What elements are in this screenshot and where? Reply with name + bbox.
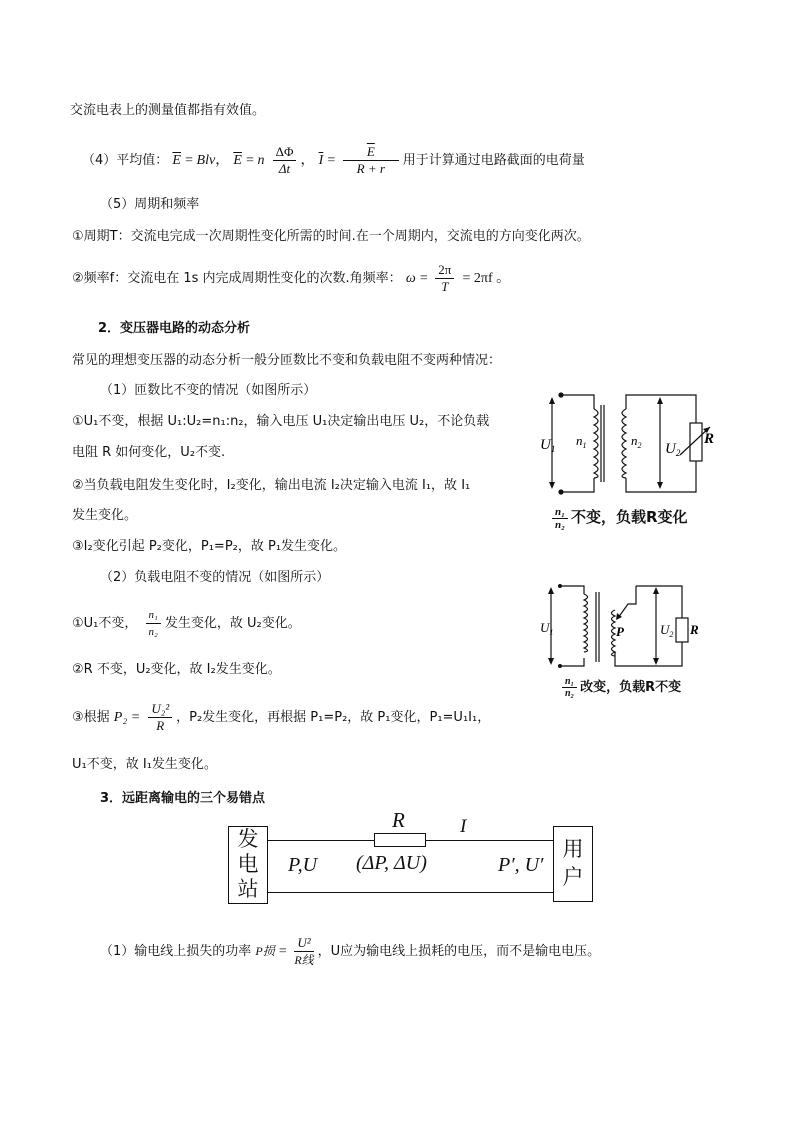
- case2-line-3: ③根据 P₂ = $\frac{\text{U₂²}}{R}$ ，P₂发生变化，再根据 P₁=P₂，故 P₁变化，P₁=U₁I₁，: [72, 701, 491, 733]
- period-item: ①周期T：交流电完成一次周期性变化所需的时间.在一个周期内，交流电的方向变化两次。: [72, 229, 590, 244]
- section-3-title: 3．远距离输电的三个易错点: [100, 791, 266, 806]
- omega-tail: = 2πf 。: [462, 271, 511, 286]
- case1-line-4: 发生变化。: [72, 508, 138, 523]
- case1-line-1: ①U₁不变，根据 U₁:U₂=n₁:n₂，输入电压 U₁决定输出电压 U₂，不论负载: [72, 414, 490, 429]
- fig3-pu: P,U: [288, 854, 318, 876]
- omega-symbol: ω: [405, 271, 416, 286]
- fig1-n1: n: [576, 433, 583, 448]
- average-value-line: （4）平均值： $\overline{E}$ = Blv， $\overline{E} = n$ $\frac{\Delta\Phi}{\Delta t}$ ， $\overline{I}$ = $\frac{\overline{E}}{R + r}$ 用于计算通过电路截面的电荷量: [82, 144, 585, 176]
- svg-text:U2: $U_2$: [660, 622, 674, 639]
- frequency-line: ②频率f：交流电在 1s 内完成周期性变化的次数.角频率： ω = $\frac{2\pi}{T}$ = 2πf 。: [72, 262, 511, 294]
- fig3-pu-prime: P′, U′: [498, 854, 544, 876]
- average-label: （4）平均值：: [82, 153, 169, 168]
- case2-title: （2）负载电阻不变的情况（如图所示）: [100, 570, 330, 585]
- svg-text:n2: $n_2$: [631, 433, 642, 450]
- fig2-u2: U: [660, 622, 670, 637]
- average-tail: 用于计算通过电路截面的电荷量: [402, 153, 585, 168]
- fig1-cap-text: 不变，负载R变化: [570, 508, 688, 526]
- case2-line-1: ①U₁不变， $\frac{\text{n₁}}{\text{n₂}}$ 发生变化，故 U₂变化。: [72, 609, 301, 638]
- case1-title: （1）匝数比不变的情况（如图所示）: [100, 383, 317, 398]
- section-2-title: 2．变压器电路的动态分析: [98, 321, 251, 336]
- current-num: $\overline{E}$: [343, 144, 399, 161]
- current-fraction: [343, 144, 399, 177]
- line-resistor: [374, 833, 426, 847]
- flux-fraction: [273, 144, 297, 177]
- case1-line-5: ③I₂变化引起 P₂变化，P₁=P₂，故 P₁发生变化。: [72, 539, 347, 554]
- avg-e-symbol: $\overline{E}$: [172, 153, 181, 168]
- fig2-cap-num: n₁: [562, 676, 577, 688]
- meter-note: 交流电表上的测量值都指有效值。: [70, 103, 266, 118]
- case2-line-4: U₁不变，故 I₁发生变化。: [72, 757, 217, 772]
- fig1-cap-num: n₁: [552, 506, 568, 519]
- omega-den: T: [441, 279, 449, 294]
- user-box: 用 户: [553, 826, 593, 902]
- flux-num: ΔΦ: [273, 144, 297, 161]
- svg-text:U1: $U_1$: [540, 437, 556, 454]
- case1-line-2: 电阻 R 如何变化，U₂不变.: [72, 445, 226, 460]
- svg-text:n1: $n_1$: [576, 433, 587, 450]
- fig3-loss: (ΔP, ΔU): [356, 852, 427, 874]
- case2-line-2: ②R 不变，U₂变化，故 I₂发生变化。: [72, 662, 281, 677]
- section-2-intro: 常见的理想变压器的动态分析一般分匝数比不变和负载电阻不变两种情况：: [72, 353, 502, 368]
- avg-blv: Blv: [196, 153, 216, 168]
- fig1-r: R: [704, 431, 715, 447]
- period-title: （5）周期和频率: [100, 197, 200, 212]
- fig2-caption: [562, 676, 681, 699]
- transformer-figure-2: [540, 580, 710, 680]
- fig2-cap-text: 改变，负载R不变: [580, 680, 682, 695]
- fig1-cap-den: n₂: [555, 519, 565, 531]
- case1-line-3: ②当负载电阻发生变化时，I₂变化，输出电流 I₂决定输入电流 I₁，故 I₁: [72, 478, 471, 493]
- fig2-cap-den: n₂: [565, 688, 575, 699]
- svg-text:U2: $U_2$: [665, 441, 681, 458]
- station-box: 发 电 站: [228, 826, 268, 904]
- flux-den: Δt: [278, 161, 291, 176]
- avg-n: n: [257, 153, 265, 168]
- fig1-u2: U: [665, 441, 676, 457]
- case2-ratio: $\frac{\text{n₁}}{\text{n₂}}$: [146, 607, 161, 640]
- fig1-caption: [552, 506, 688, 531]
- fig2-r: R: [690, 622, 699, 637]
- transmission-figure: [228, 808, 598, 908]
- avg-i-symbol: $\overline{I}$: [318, 153, 324, 168]
- fig3-i: I: [460, 816, 467, 837]
- fig1-n2: n: [631, 433, 638, 448]
- frequency-text: ②频率f：交流电在 1s 内完成周期性变化的次数.角频率：: [72, 271, 402, 286]
- fig3-r: R: [392, 808, 405, 832]
- loss-line: （1）输电线上损失的功率 P损 = $\frac{\text{U²}}{\text{R线}}$ ，U应为输电线上损耗的电压，而不是输电电压。: [100, 935, 601, 967]
- fig1-u1: U: [540, 437, 551, 453]
- omega-fraction: [435, 262, 454, 295]
- omega-num: 2π: [435, 262, 454, 279]
- svg-text:U1: $U_1$: [540, 620, 554, 637]
- fig2-u1: U: [540, 620, 550, 635]
- fig2-p: P: [616, 624, 624, 639]
- current-den: R + r: [356, 161, 385, 176]
- avg-e-symbol-2: $\overline{E}$: [233, 153, 242, 168]
